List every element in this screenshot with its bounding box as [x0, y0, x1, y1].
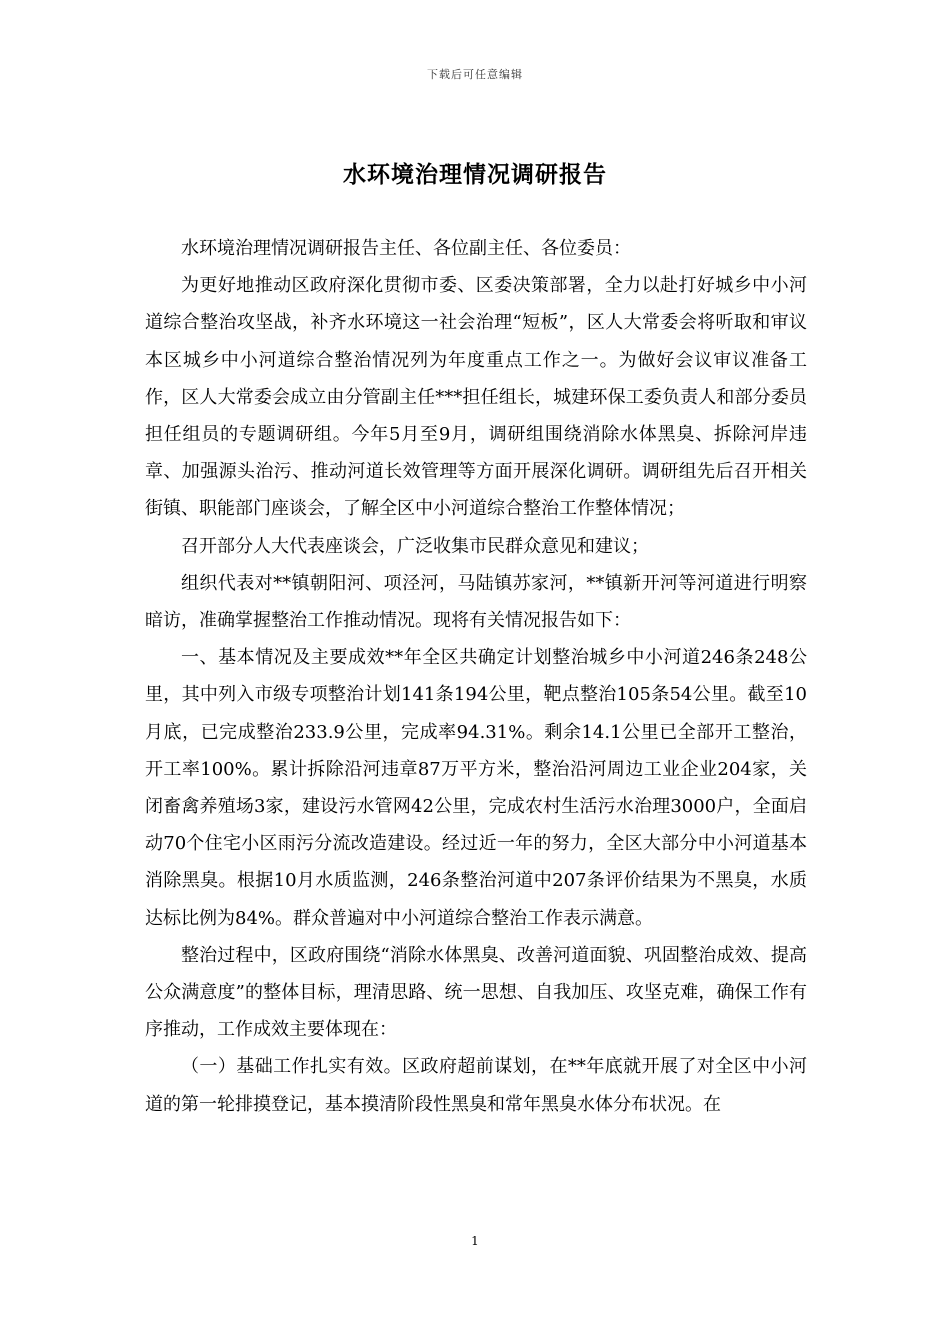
paragraph: 一、基本情况及主要成效**年全区共确定计划整治城乡中小河道246条248公里，其中列入市级专项整治计划141条194公里，靶点整治105条54公里。截至10月底，已完成整治233.9公里，完成率94.31%。剩余14.1公里已全部开工整治，开工率100%。累计拆除沿河违章87万平方米，整治沿河周边工业企业204家，关闭畜禽养殖场3家，建设污水管网42公里，完成农村生活污水治理3000户，全面启动70个住宅小区雨污分流改造建设。经过近一年的努力，全区大部分中小河道基本消除黑臭。根据10月水质监测，246条整治河道中207条评价结果为不黑臭，水质达标比例为84%。群众普遍对中小河道综合整治工作表示满意。: [145, 647, 807, 929]
paragraph-salutation: 水环境治理情况调研报告主任、各位副主任、各位委员：: [181, 238, 631, 259]
paragraph: 为更好地推动区政府深化贯彻市委、区委决策部署，全力以赴打好城乡中小河道综合整治攻坚战，补齐水环境这一社会治理“短板”，区人大常委会将听取和审议本区城乡中小河道综合整治情况列为年度重点工作之一。为做好会议审议准备工作，区人大常委会成立由分管副主任***担任组长，城建环保工委负责人和部分委员担任组员的专题调研组。今年5月至9月，调研组围绕消除水体黑臭、拆除河岸违章、加强源头治污、推动河道长效管理等方面开展深化调研。调研组先后召开相关街镇、职能部门座谈会，了解全区中小河道综合整治工作整体情况；: [145, 275, 807, 520]
page-number: 1: [471, 1234, 479, 1248]
document-title: 水环境治理情况调研报告: [343, 161, 607, 188]
paragraph: 整治过程中，区政府围绕“消除水体黑臭、改善河道面貌、巩固整治成效、提高公众满意度”的整体目标，理清思路、统一思想、自我加压、攻坚克难，确保工作有序推动，工作成效主要体现在：: [145, 944, 807, 1041]
paragraph: 召开部分人大代表座谈会，广泛收集市民群众意见和建议；: [181, 535, 649, 557]
header-note: 下载后可任意编辑: [427, 68, 523, 81]
paragraph: （一）基础工作扎实有效。区政府超前谋划，在**年底就开展了对全区中小河道的第一轮排摸登记，基本摸清阶段性黑臭和常年黑臭水体分布状况。在: [145, 1056, 807, 1115]
paragraph: 组织代表对**镇朝阳河、项泾河，马陆镇苏家河，**镇新开河等河道进行明察暗访，准确掌握整治工作推动情况。现将有关情况报告如下：: [145, 572, 807, 632]
document-body: [145, 230, 807, 1123]
